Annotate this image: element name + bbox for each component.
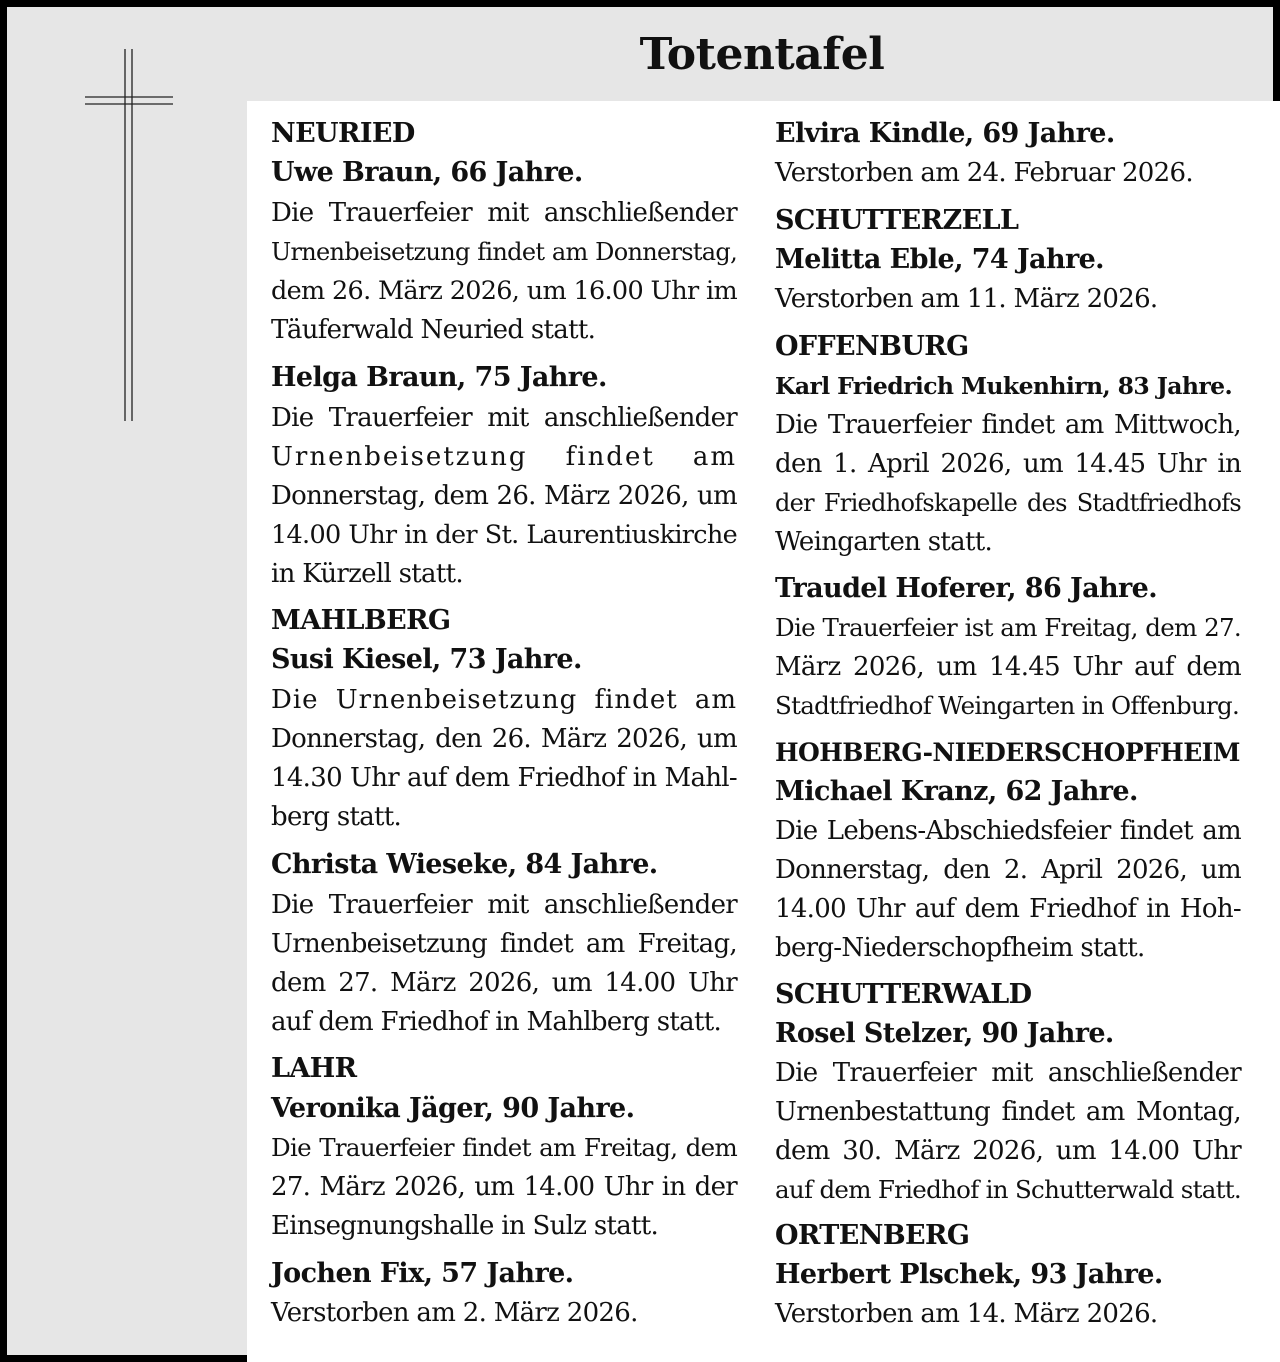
place-heading: OFFENBURG — [775, 331, 969, 362]
notice-line: März 2026, um 14.45 Uhr auf dem — [775, 652, 1241, 682]
notice-line: Stadtfriedhof Weingarten in Offenburg. — [775, 691, 1240, 720]
notice-line: Einsegnungshalle in Sulz statt. — [271, 1211, 659, 1241]
deceased-name: Traudel Hoferer, 86 Jahre. — [775, 573, 1158, 604]
notice-line: 14.00 Uhr auf dem Friedhof in Hoh- — [775, 894, 1241, 924]
notice-line: dem 30. März 2026, um 14.00 Uhr — [775, 1136, 1241, 1166]
notice-line: Urnenbestattung findet am Montag, — [775, 1097, 1241, 1127]
obituary-panel — [247, 101, 1280, 1362]
notice-line: auf dem Friedhof in Mahlberg statt. — [271, 1007, 722, 1037]
notice-line: Urnenbeisetzung findet am Donnerstag, — [271, 238, 737, 266]
notice-line: Die Trauerfeier mit anschließender — [775, 1058, 1241, 1088]
notice-line: berg-Niederschopfheim statt. — [775, 933, 1145, 963]
notice-line: Verstorben am 11. März 2026. — [775, 284, 1158, 314]
deceased-name: Christa Wieseke, 84 Jahre. — [271, 849, 658, 880]
notice-line: dem 26. März 2026, um 16.00 Uhr im — [271, 276, 737, 306]
notice-line: der Friedhofskapelle des Stadtfriedhofs — [775, 489, 1241, 517]
place-heading: SCHUTTERWALD — [775, 979, 1032, 1010]
notice-line: Urnenbeisetzung findet am — [271, 442, 737, 472]
deceased-name: Michael Kranz, 62 Jahre. — [775, 776, 1138, 807]
notice-line: berg statt. — [271, 802, 402, 832]
notice-line: 14.30 Uhr auf dem Friedhof in Mahl- — [271, 763, 737, 793]
notice-line: Donnerstag, den 26. März 2026, um — [271, 724, 737, 754]
place-heading: LAHR — [271, 1053, 357, 1084]
notice-line: Verstorben am 14. März 2026. — [775, 1299, 1158, 1329]
notice-line: Weingarten statt. — [775, 527, 993, 557]
deceased-name: Helga Braun, 75 Jahre. — [271, 362, 607, 393]
notice-line: den 1. April 2026, um 14.45 Uhr in — [775, 449, 1241, 479]
notice-line: Die Lebens-Abschiedsfeier findet am — [775, 816, 1241, 846]
deceased-name: Susi Kiesel, 73 Jahre. — [271, 644, 582, 675]
notice-line: Die Urnenbeisetzung findet am — [271, 685, 737, 715]
deceased-name: Jochen Fix, 57 Jahre. — [271, 1258, 574, 1289]
deceased-name: Elvira Kindle, 69 Jahre. — [775, 118, 1115, 149]
deceased-name: Herbert Plschek, 93 Jahre. — [775, 1259, 1163, 1290]
notice-line: Donnerstag, den 2. April 2026, um — [775, 855, 1241, 885]
deceased-name: Veronika Jäger, 90 Jahre. — [271, 1093, 635, 1124]
notice-line: Die Trauerfeier findet am Freitag, dem — [271, 1133, 737, 1162]
notice-line: Die Trauerfeier mit anschließender — [271, 890, 737, 920]
notice-line: in Kürzell statt. — [271, 559, 463, 589]
notice-line: 27. März 2026, um 14.00 Uhr in der — [271, 1172, 737, 1202]
deceased-name: Rosel Stelzer, 90 Jahre. — [775, 1018, 1114, 1049]
notice-line: auf dem Friedhof in Schutterwald statt. — [775, 1175, 1242, 1204]
place-heading: NEURIED — [271, 118, 415, 149]
notice-line: dem 27. März 2026, um 14.00 Uhr — [271, 968, 737, 998]
notice-line: Die Trauerfeier mit anschließender — [271, 198, 737, 228]
notice-line: Die Trauerfeier findet am Mittwoch, — [775, 410, 1241, 440]
notice-line: Täuferwald Neuried statt. — [271, 315, 596, 345]
cross-icon — [85, 49, 175, 421]
deceased-name: Melitta Eble, 74 Jahre. — [775, 244, 1104, 275]
deceased-name: Uwe Braun, 66 Jahre. — [271, 157, 583, 188]
notice-line: Verstorben am 2. März 2026. — [271, 1298, 638, 1328]
notice-line: Donnerstag, dem 26. März 2026, um — [271, 481, 737, 511]
place-heading: MAHLBERG — [271, 605, 451, 636]
notice-line: Urnenbeisetzung findet am Freitag, — [271, 929, 737, 959]
notice-line: Die Trauerfeier ist am Freitag, dem 27. — [775, 613, 1241, 642]
notice-line: Verstorben am 24. Februar 2026. — [775, 158, 1193, 188]
notice-line: 14.00 Uhr in der St. Laurentiuskirche — [271, 520, 737, 550]
notice-line: Die Trauerfeier mit anschließender — [271, 403, 737, 433]
deceased-name: Karl Friedrich Mukenhirn, 83 Jahre. — [775, 372, 1233, 400]
place-heading: SCHUTTERZELL — [775, 205, 1019, 236]
place-heading: HOHBERG-NIEDERSCHOPFHEIM — [775, 738, 1240, 767]
page-title: Totentafel — [639, 29, 885, 80]
place-heading: ORTENBERG — [775, 1220, 970, 1251]
